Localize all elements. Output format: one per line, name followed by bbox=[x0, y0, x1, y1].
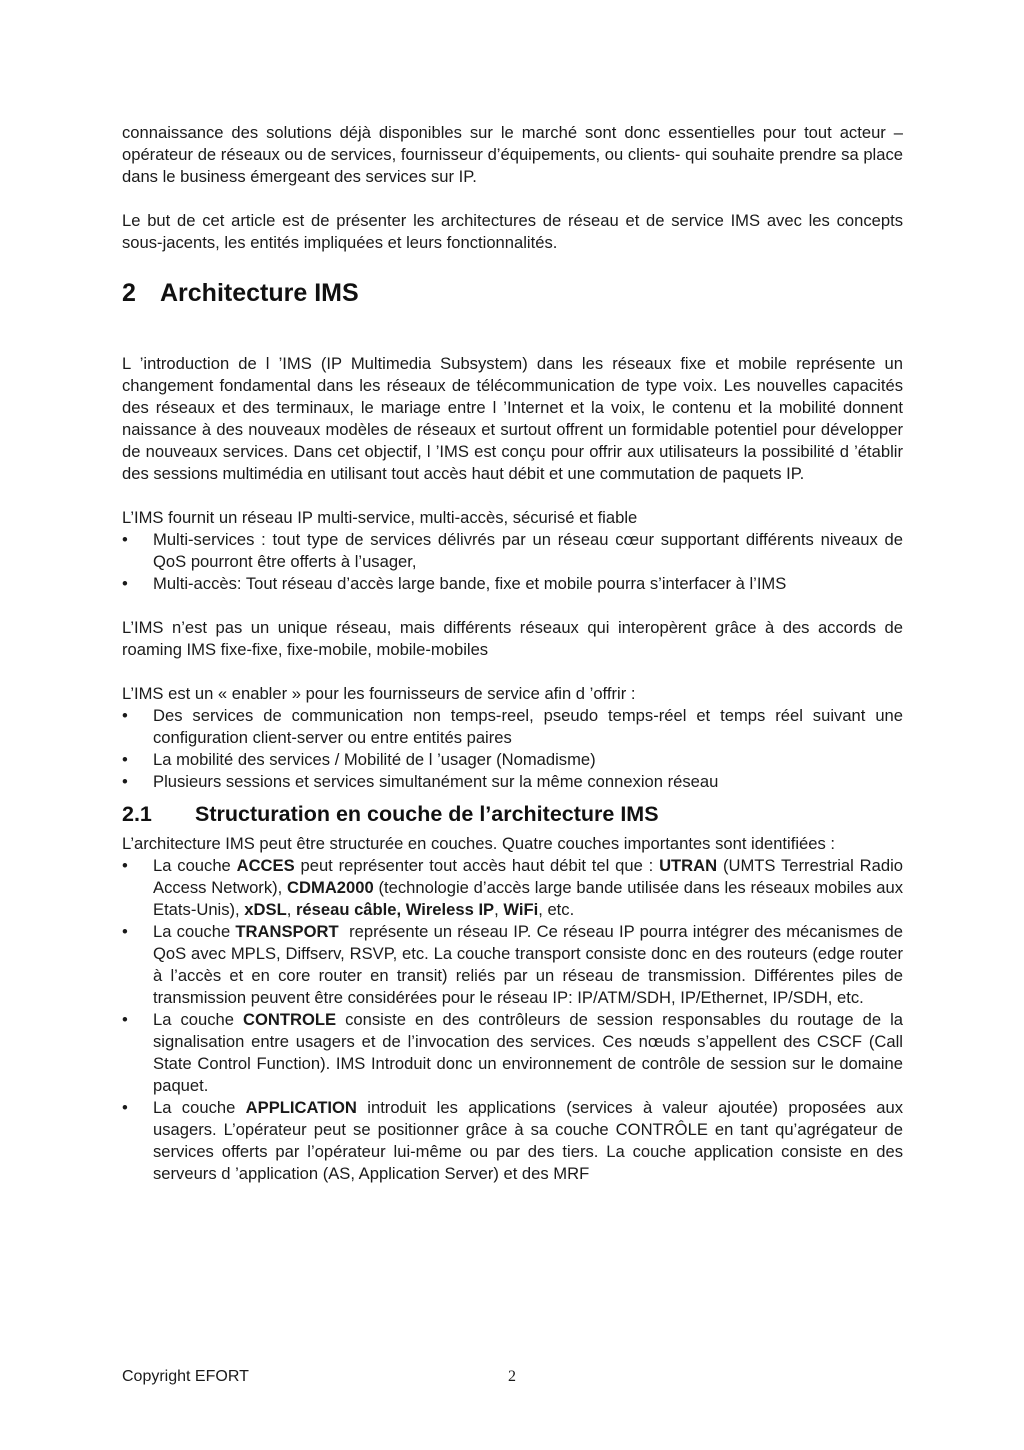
bullet-glyph: • bbox=[122, 856, 128, 875]
layer-item-application: • La couche APPLICATION introduit les applications (services à valeur ajoutée) proposées aux usagers. L’opérateur peut se positionner grâce à sa couche CONTRÔLE en tant qu’agrégateur de services offerts par l’opérateur lui-même ou par des tiers. La couche application consiste en des serveurs d ’application (AS, Application Server) et des MRF bbox=[122, 1098, 903, 1183]
layer-item-controle: • La couche CONTROLE consiste en des contrôleurs de session responsables du routage de la signalisation entre usagers et de l’invocation des services. Ces nœuds s’appellent des CSCF (Call State Control Function). IMS Introduit donc un environnement de contrôle de session sur le domaine paquet. bbox=[122, 1010, 903, 1095]
bullet-glyph: • bbox=[122, 530, 128, 549]
list-item: • Des services de communication non temps-reel, pseudo temps-réel et temps réel suivant une configuration client-server ou entre entités paires bbox=[122, 706, 903, 747]
intro-paragraph-2: Le but de cet article est de présenter les architectures de réseau et de service IMS avec les concepts sous-jacents, les entités impliquées et leurs fonctionnalités. bbox=[122, 211, 903, 252]
section-2-paragraph-2: L’IMS fournit un réseau IP multi-service, multi-accès, sécurisé et fiable bbox=[122, 508, 638, 527]
section-2-number: 2 bbox=[122, 279, 136, 307]
enabler-list bbox=[122, 705, 903, 793]
section-2-paragraph-4: L’IMS est un « enabler » pour les fournisseurs de service afin d ’offrir : bbox=[122, 684, 636, 703]
list-item: • Multi-accès: Tout réseau d’accès large bande, fixe et mobile pourra s’interfacer à l’IMS bbox=[122, 574, 787, 593]
section-2-paragraph-3: L’IMS n’est pas un unique réseau, mais différents réseaux qui interopèrent grâce à des accords de roaming IMS fixe-fixe, fixe-mobile, mobile-mobiles bbox=[122, 618, 903, 659]
list-item: • La mobilité des services / Mobilité de l ’usager (Nomadisme) bbox=[122, 750, 596, 769]
bullet-glyph: • bbox=[122, 750, 128, 769]
section-2-title: Architecture IMS bbox=[160, 279, 359, 307]
page-footer bbox=[122, 1368, 903, 1390]
section-2-1-number: 2.1 bbox=[122, 802, 152, 826]
footer-copyright: Copyright EFORT bbox=[122, 1368, 249, 1385]
bullet-glyph: • bbox=[122, 772, 128, 791]
bullet-glyph: • bbox=[122, 706, 128, 725]
layer-item-transport: • La couche TRANSPORT représente un réseau IP. Ce réseau IP pourra intégrer des mécanismes de QoS avec MPLS, Diffserv, RSVP, etc. La couche transport consiste donc en des routeurs (edge router à l’accès et en core router en transit) reliés par un réseau de transmission. Différentes piles de transmission peuvent être considérées pour le réseau IP: IP/ATM/SDH, IP/Ethernet, IP/SDH, etc. bbox=[122, 922, 908, 1007]
section-2-heading bbox=[122, 278, 903, 308]
bullet-glyph: • bbox=[122, 1010, 128, 1029]
section-2-1-paragraph-1: L’architecture IMS peut être structurée en couches. Quatre couches importantes sont identifiées : bbox=[122, 834, 835, 853]
layer-item-acces: • La couche ACCES peut représenter tout accès haut débit tel que : UTRAN (UMTS Terrestrial Radio Access Network), CDMA2000 (technologie d’accès large bande utilisée dans les réseaux mobiles aux Etats-Unis), xDSL, réseau câble, Wireless IP, WiFi, etc. bbox=[122, 856, 904, 919]
bullet-glyph: • bbox=[122, 1098, 128, 1117]
page-body bbox=[122, 122, 908, 1185]
section-2-paragraph-1: L ’introduction de l ’IMS (IP Multimedia Subsystem) dans les réseaux fixe et mobile représente un changement fondamental dans les réseaux de télécommunication de type voix. Les nouvelles capacités des réseaux et des terminaux, le mariage entre l ’Internet et la voix, le contenu et la mobilité donnent naissance à des nouveaux modèles de réseaux et surtout offrent un formidable potentiel pour développer de nouveaux services. Dans cet objectif, l ’IMS est conçu pour offrir aux utilisateurs la possibilité d ’établir des sessions multimédia en utilisant tout accès haut débit et une commutation de paquets IP. bbox=[122, 354, 903, 483]
intro-paragraph-1: connaissance des solutions déjà disponibles sur le marché sont donc essentielles pour tout acteur –opérateur de réseaux ou de services, fournisseur d’équipements, ou clients- qui souhaite prendre sa place dans le business émergeant des services sur IP. bbox=[122, 123, 903, 186]
layers-list bbox=[122, 855, 908, 1185]
list-item: • Plusieurs sessions et services simultanément sur la même connexion réseau bbox=[122, 772, 719, 791]
section-2-1-title: Structuration en couche de l’architecture IMS bbox=[195, 802, 659, 826]
ims-features-list bbox=[122, 529, 903, 595]
list-item: • Multi-services : tout type de services délivrés par un réseau cœur supportant différents niveaux de QoS pourront être offerts à l’usager, bbox=[122, 530, 903, 571]
page-number: 2 bbox=[508, 1368, 516, 1385]
bullet-glyph: • bbox=[122, 922, 128, 941]
section-2-1-heading bbox=[122, 801, 903, 827]
bullet-glyph: • bbox=[122, 574, 128, 593]
